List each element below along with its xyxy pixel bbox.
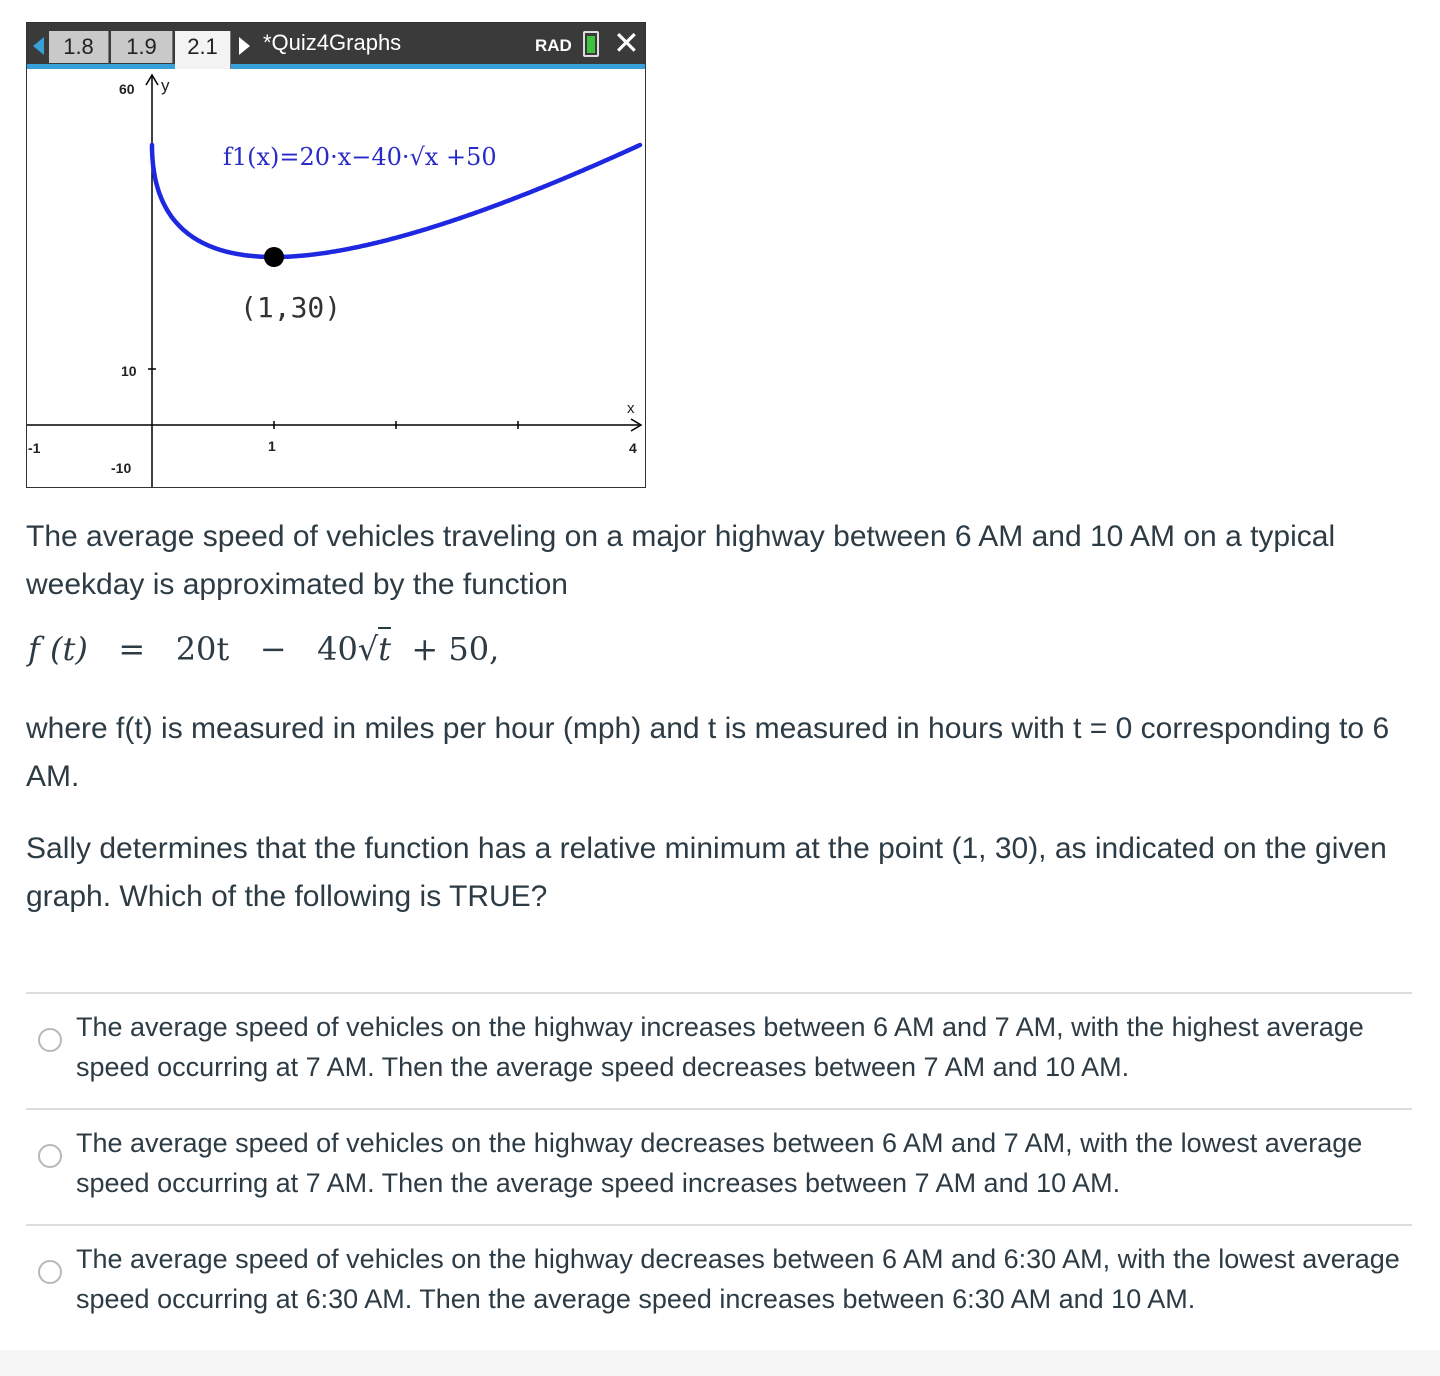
equation — [28, 630, 499, 668]
answer-option-3[interactable] — [26, 1235, 1412, 1350]
equation-radicand: t — [378, 627, 391, 668]
y-tick-label-60: 60 — [119, 81, 135, 97]
function-label: f1(x)=20·x−40·√x +50 — [223, 143, 497, 171]
tab-1-9[interactable]: 1.9 — [111, 31, 173, 63]
page-bottom-edge — [0, 1350, 1440, 1376]
axis-ticks — [148, 369, 518, 429]
point-label: (1,30) — [240, 291, 342, 324]
tab-scroll-right-icon[interactable] — [239, 37, 250, 55]
y-tick-label-10: 10 — [121, 363, 137, 379]
equation-tail: + 50, — [411, 630, 500, 668]
x-tick-label-minus1: -1 — [28, 440, 41, 456]
battery-icon — [583, 31, 599, 57]
tab-scroll-left-icon[interactable] — [33, 37, 44, 55]
relative-minimum-point — [264, 247, 284, 267]
y-axis-name: y — [161, 76, 170, 95]
answer-label-2[interactable]: The average speed of vehicles on the highway decreases between 6 AM and 7 AM, with the lowest average speed occurring at 7 AM. Then the average speed increases between 7 AM and 10 AM. — [76, 1128, 1363, 1198]
angle-mode-label: RAD — [535, 36, 572, 55]
sqrt-icon: √ — [357, 630, 379, 668]
radio-button-3[interactable] — [38, 1260, 62, 1284]
y-tick-label-minus10: -10 — [111, 460, 132, 476]
answer-label-3[interactable]: The average speed of vehicles on the highway decreases between 6 AM and 6:30 AM, with the lowest average speed occurring at 6:30 AM. Then the average speed increases between 6:30 AM and 10 AM. — [76, 1244, 1400, 1314]
tab-2-1[interactable]: 2.1 — [175, 31, 231, 69]
tab-1-8[interactable]: 1.8 — [49, 31, 109, 63]
answer-label-1[interactable]: The average speed of vehicles on the highway increases between 6 AM and 7 AM, with the highest average speed occurring at 7 AM. Then the average speed decreases between 7 AM and 10 AM. — [76, 1012, 1364, 1082]
x-tick-label-4: 4 — [629, 440, 637, 456]
answer-option-1[interactable] — [26, 1003, 1412, 1118]
calculator-toolbar — [27, 23, 645, 69]
radio-button-1[interactable] — [38, 1028, 62, 1052]
answer-divider — [26, 1108, 1412, 1110]
x-axis-name: x — [627, 400, 635, 417]
x-tick-label-1: 1 — [268, 438, 276, 454]
answer-divider — [26, 992, 1412, 994]
equation-equals: = — [118, 630, 146, 668]
answer-divider — [26, 1224, 1412, 1226]
radio-button-2[interactable] — [38, 1144, 62, 1168]
equation-term1: 20t — [175, 630, 230, 668]
question-prompt: Sally determines that the function has a relative minimum at the point (1, 30), as indicated on the given graph. Which of the following is TRUE? — [26, 832, 1387, 913]
function-graph — [27, 69, 645, 487]
document-title: *Quiz4Graphs — [263, 30, 402, 55]
close-icon[interactable]: ✕ — [613, 24, 640, 62]
question-intro: The average speed of vehicles traveling on a major highway between 6 AM and 10 AM on a typical weekday is approximated by the function — [26, 520, 1336, 601]
question-where: where f(t) is measured in miles per hour (mph) and t is measured in hours with t = 0 corresponding to 6 AM. — [26, 712, 1390, 793]
equation-lhs: f (t) — [28, 630, 88, 668]
equation-coef: 40 — [317, 630, 358, 668]
equation-minus: − — [259, 630, 287, 668]
calculator-screenshot — [26, 22, 646, 488]
answer-option-2[interactable] — [26, 1119, 1412, 1234]
